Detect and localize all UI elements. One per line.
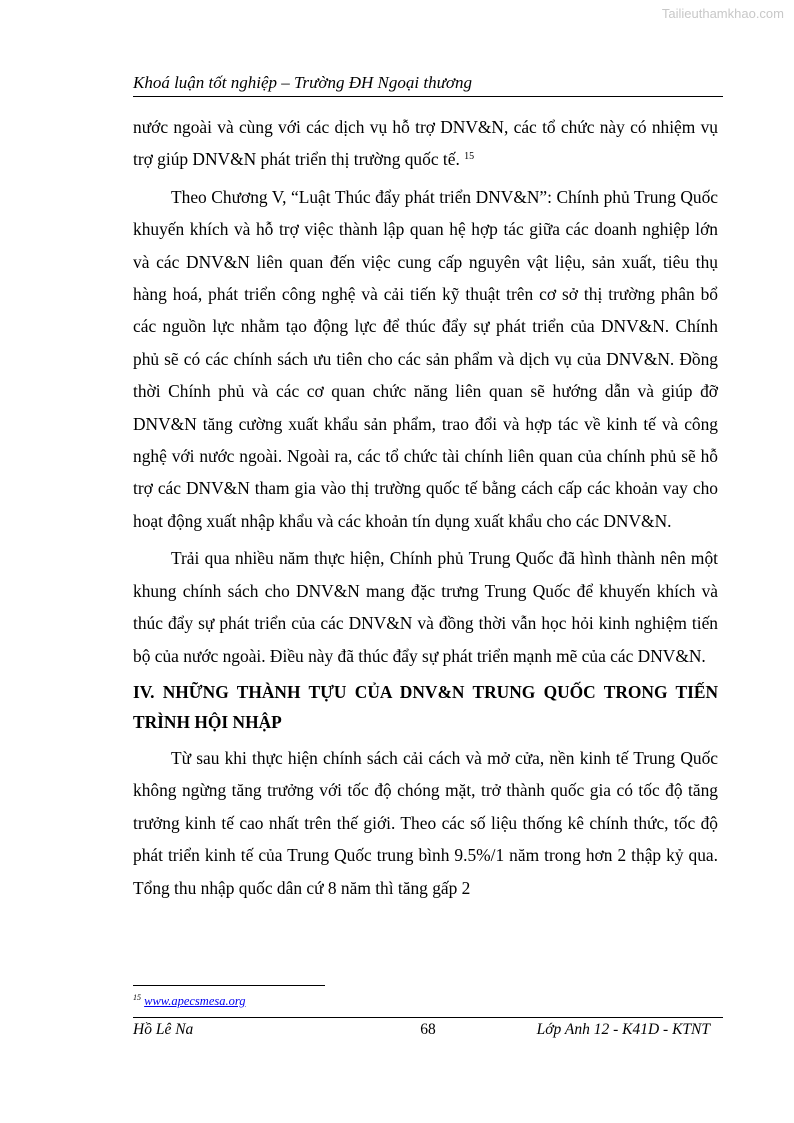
- footer-divider: [133, 1017, 723, 1018]
- footer-author: Hồ Lê Na: [133, 1021, 194, 1038]
- paragraph-4: Từ sau khi thực hiện chính sách cải cách và mở cửa, nền kinh tế Trung Quốc không ngừng tăng trưởng với tốc độ chóng mặt, trở thành quốc gia có tốc độ tăng trưởng kinh tế cao nhất trên thế giới. Theo các số liệu thống kê chính thức, tốc độ phát triển kinh tế của Trung Quốc trung bình 9.5%/1 năm trong hơn 2 thập kỷ qua. Tổng thu nhập quốc dân cứ 8 năm thì tăng gấp 2: [133, 747, 718, 898]
- section-heading: IV. NHỮNG THÀNH TỰU CỦA DNV&N TRUNG QUỐC TRONG TIẾN TRÌNH HỘI NHẬP: [133, 681, 718, 732]
- footnote: [133, 993, 246, 1009]
- footnote-divider: [133, 985, 325, 986]
- paragraph-1-text: nước ngoài và cùng với các dịch vụ hỗ trợ DNV&N, các tổ chức này có nhiệm vụ trợ giúp DNV&N phát triển thị trường quốc tế.: [133, 117, 718, 170]
- page-footer: [133, 1021, 723, 1041]
- footnote-number: 15: [133, 993, 141, 1002]
- footer-class-info: Lớp Anh 12 - K41D - KTNT: [536, 1021, 710, 1038]
- footnote-link[interactable]: www.apecsmesa.org: [144, 994, 246, 1008]
- body-text: [133, 111, 718, 909]
- watermark: Tailieuthamkhao.com: [661, 6, 784, 21]
- footnote-reference: 15: [464, 151, 475, 163]
- page-number: 68: [420, 1021, 436, 1038]
- paragraph-2: Theo Chương V, “Luật Thúc đẩy phát triển DNV&N”: Chính phủ Trung Quốc khuyến khích và hỗ trợ việc thành lập quan hệ hợp tác giữa các doanh nghiệp lớn và các DNV&N liên quan đến việc cung cấp nguyên vật liệu, sản xuất, tiêu thụ hàng hoá, phát triển công nghệ và cải tiến kỹ thuật trên cơ sở thị trường phân bổ các nguồn lực nhằm tạo động lực để thúc đẩy sự phát triển của DNV&N. Chính phủ sẽ có các chính sách ưu tiên cho các sản phẩm và dịch vụ của DNV&N. Đồng thời Chính phủ và các cơ quan chức năng liên quan sẽ hướng dẫn và giúp đỡ DNV&N tăng cường xuất khẩu sản phẩm, trao đổi và hợp tác về kinh tế và công nghệ với nước ngoài. Ngoài ra, các tổ chức tài chính liên quan của chính phủ sẽ hỗ trợ các DNV&N tham gia vào thị trường quốc tế bằng cách cấp các khoản vay cho hoạt động xuất nhập khẩu và các khoản tín dụng xuất khẩu cho các DNV&N.: [133, 186, 718, 531]
- paragraph-3: Trải qua nhiều năm thực hiện, Chính phủ Trung Quốc đã hình thành nên một khung chính sách cho DNV&N mang đặc trưng Trung Quốc để khuyến khích và thúc đẩy sự phát triển của các DNV&N và đồng thời vẫn học hỏi kinh nghiệm tiến bộ của nước ngoài. Điều này đã thúc đẩy sự phát triển mạnh mẽ của các DNV&N.: [133, 548, 718, 666]
- paragraph-1: [133, 111, 718, 176]
- running-header: Khoá luận tốt nghiệp – Trường ĐH Ngoại thương: [133, 72, 723, 97]
